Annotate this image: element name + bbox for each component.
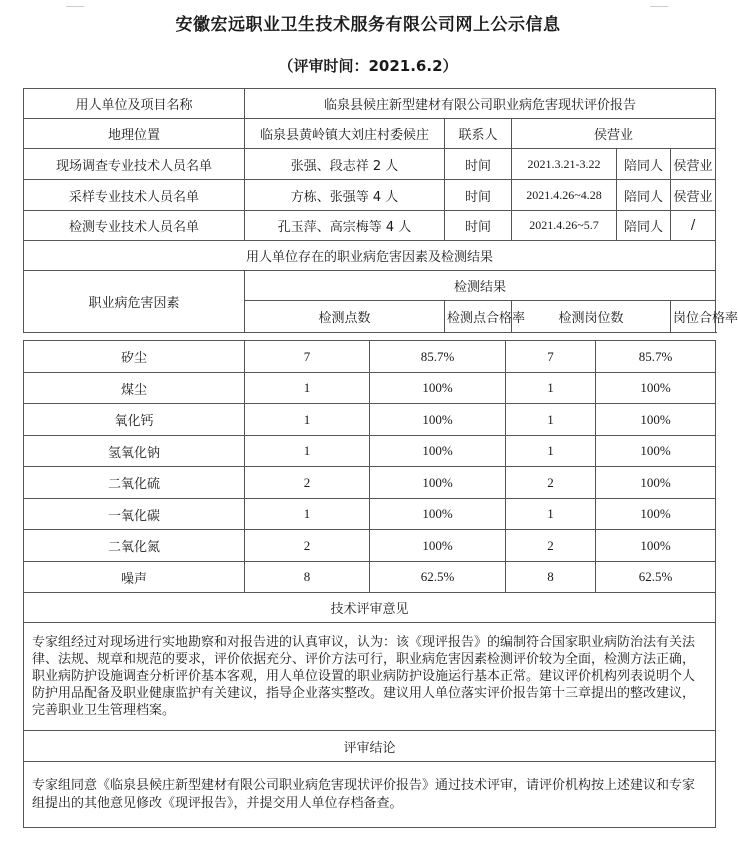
hazard-point-rate: 85.7% [370,341,506,373]
companion-value: 侯营业 [671,180,716,211]
location-value: 临泉县黄岭镇大刘庄村委候庄 [245,119,445,149]
col-header-points: 检测点数 [245,301,445,333]
companion-value: / [671,211,716,241]
hazard-points: 8 [245,562,370,593]
hazard-point-rate: 100% [370,436,506,467]
info-row-unit [24,89,716,119]
time-label: 时间 [445,180,512,211]
hazard-points: 1 [245,436,370,467]
companion-label: 陪同人 [617,211,671,241]
hazard-table [23,340,716,828]
hazard-row [24,436,716,467]
unit-label: 用人单位及项目名称 [24,89,245,119]
conclusion-text-row [24,762,716,828]
hazard-row [24,467,716,499]
opinion-title-row [24,593,716,623]
hazard-name: 氧化钙 [24,404,245,436]
hazard-header-row [24,271,716,301]
time-value: 2021.3.21-3.22 [512,149,617,180]
hazard-name: 矽尘 [24,341,245,373]
hazard-name: 二氧化氮 [24,530,245,562]
hazard-post-rate: 100% [596,373,716,404]
time-value: 2021.4.26~5.7 [512,211,617,241]
result-header: 检测结果 [245,271,716,301]
hazard-point-rate: 100% [370,530,506,562]
hazard-post-rate: 100% [596,467,716,499]
hazard-row [24,341,716,373]
staff-row [24,211,716,241]
companion-label: 陪同人 [617,149,671,180]
hazard-section-title: 用人单位存在的职业病危害因素及检测结果 [24,241,716,271]
hazard-post-rate: 100% [596,404,716,436]
hazard-point-rate: 62.5% [370,562,506,593]
info-row-location [24,119,716,149]
hazard-points: 1 [245,499,370,530]
location-label: 地理位置 [24,119,245,149]
hazard-posts: 8 [506,562,596,593]
staff-label: 采样专业技术人员名单 [24,180,245,211]
hazard-name: 氢氧化钠 [24,436,245,467]
corner-mark-right [650,0,668,7]
hazard-point-rate: 100% [370,467,506,499]
hazard-row [24,530,716,562]
contact-value: 侯营业 [512,119,716,149]
hazard-points: 1 [245,373,370,404]
hazard-posts: 2 [506,467,596,499]
staff-row [24,149,716,180]
conclusion-title-row [24,731,716,762]
col-header-posts: 检测岗位数 [512,301,671,333]
factor-header: 职业病危害因素 [24,271,245,333]
time-label: 时间 [445,149,512,180]
hazard-section-row [24,241,716,271]
hazard-posts: 1 [506,436,596,467]
disclosure-table [23,88,738,333]
hazard-post-rate: 100% [596,530,716,562]
staff-label: 现场调查专业技术人员名单 [24,149,245,180]
hazard-posts: 2 [506,530,596,562]
page-title: 安徽宏远职业卫生技术服务有限公司网上公示信息 [175,15,561,35]
hazard-name: 二氧化硫 [24,467,245,499]
col-header-post-rate: 岗位合格率 [671,301,716,333]
hazard-point-rate: 100% [370,404,506,436]
opinion-title: 技术评审意见 [24,593,716,623]
hazard-posts: 1 [506,373,596,404]
review-date: （评审时间：2021.6.2） [278,57,458,75]
conclusion-title: 评审结论 [24,731,716,762]
staff-row [24,180,716,211]
hazard-point-rate: 100% [370,373,506,404]
hazard-points: 1 [245,404,370,436]
hazard-posts: 1 [506,499,596,530]
companion-label: 陪同人 [617,180,671,211]
hazard-post-rate: 100% [596,436,716,467]
companion-value: 侯营业 [671,149,716,180]
hazard-post-rate: 100% [596,499,716,530]
staff-names: 张强、段志祥 2 人 [245,149,445,180]
conclusion-text: 专家组同意《临泉县候庄新型建材有限公司职业病危害现状评价报告》通过技术评审，请评价机构按上述建议和专家组提出的其他意见修改《现评报告》，并提交用人单位存档备查。 [24,762,716,828]
staff-names: 孔玉萍、高宗梅等 4 人 [245,211,445,241]
hazard-row [24,373,716,404]
hazard-points: 2 [245,530,370,562]
hazard-post-rate: 62.5% [596,562,716,593]
hazard-name: 噪声 [24,562,245,593]
hazard-name: 煤尘 [24,373,245,404]
hazard-point-rate: 100% [370,499,506,530]
staff-label: 检测专业技术人员名单 [24,211,245,241]
unit-value: 临泉县候庄新型建材有限公司职业病危害现状评价报告 [245,89,716,119]
hazard-row [24,562,716,593]
corner-mark-left [66,0,84,7]
opinion-text: 专家组经过对现场进行实地勘察和对报告进的认真审议，认为：该《现评报告》的编制符合国家职业病防治法有关法律、法规、规章和规范的要求，评价依据充分、评价方法可行，职业病危害因素检测评价较为全面，检测方法正确，职业病防护设施调查分析评价基本客观，用人单位设置的职业病防护设施运行基本正常。建议评价机构列表说明个人防护用品配备及职业健康监护有关建议，指导企业落实整改。建议用人单位落实评价报告第十三章提出的整改建议，完善职业卫生管理档案。 [24,623,716,731]
col-header-point-rate: 检测点合格率 [445,301,512,333]
hazard-points: 7 [245,341,370,373]
hazard-row [24,499,716,530]
time-value: 2021.4.26~4.28 [512,180,617,211]
staff-names: 方栋、张强等 4 人 [245,180,445,211]
hazard-points: 2 [245,467,370,499]
hazard-post-rate: 85.7% [596,341,716,373]
opinion-text-row [24,623,716,731]
hazard-posts: 7 [506,341,596,373]
time-label: 时间 [445,211,512,241]
hazard-name: 一氧化碳 [24,499,245,530]
hazard-row [24,404,716,436]
contact-label: 联系人 [445,119,512,149]
hazard-posts: 1 [506,404,596,436]
